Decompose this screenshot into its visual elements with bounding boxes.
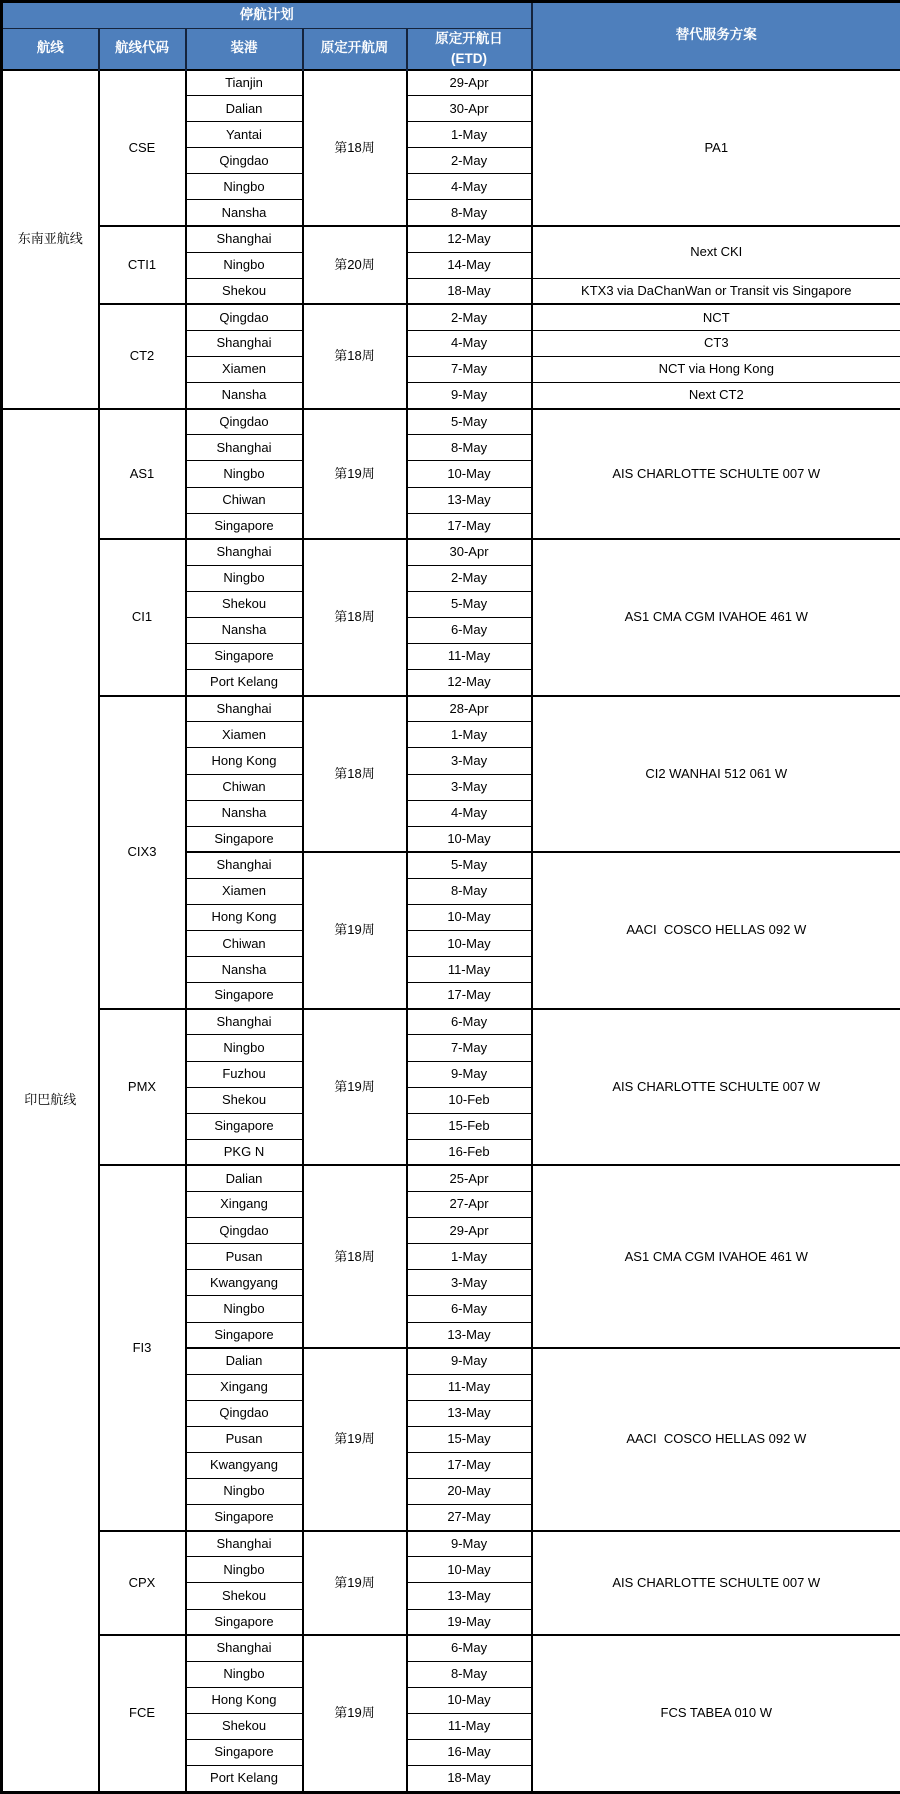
port-cell: Kwangyang [186,1270,303,1296]
schedule-row [2,226,900,252]
alt-service-cell: PA1 [532,70,900,227]
port-cell: Hong Kong [186,748,303,774]
port-cell: Singapore [186,513,303,539]
port-cell: Port Kelang [186,670,303,696]
port-cell: Chiwan [186,774,303,800]
etd-cell: 4-May [407,174,532,200]
week-cell: 第19周 [303,1348,407,1531]
port-cell: Pusan [186,1244,303,1270]
port-cell: Shekou [186,591,303,617]
schedule-row [2,1531,900,1557]
route-code-cell: AS1 [99,409,186,539]
alt-service-cell: NCT [532,304,900,330]
port-cell: Ningbo [186,174,303,200]
etd-cell: 13-May [407,1583,532,1609]
port-cell: Dalian [186,96,303,122]
port-cell: Shekou [186,1713,303,1739]
port-cell: Qingdao [186,304,303,330]
etd-cell: 11-May [407,957,532,983]
etd-cell: 12-May [407,226,532,252]
etd-cell: 9-May [407,383,532,409]
port-cell: Shekou [186,1583,303,1609]
etd-cell: 6-May [407,617,532,643]
port-cell: Qingdao [186,1218,303,1244]
port-cell: Fuzhou [186,1061,303,1087]
alt-service-cell: KTX3 via DaChanWan or Transit vis Singapore [532,278,900,304]
etd-cell: 6-May [407,1635,532,1661]
port-cell: Xiamen [186,878,303,904]
alt-service-cell: Next CKI [532,226,900,278]
week-cell: 第18周 [303,304,407,408]
alt-service-cell: FCS TABEA 010 W [532,1635,900,1792]
route-code-cell: CI1 [99,539,186,696]
etd-cell: 13-May [407,1322,532,1348]
etd-cell: 2-May [407,304,532,330]
port-cell: Dalian [186,1348,303,1374]
etd-cell: 2-May [407,148,532,174]
alt-service-cell: AS1 CMA CGM IVAHOE 461 W [532,1165,900,1348]
week-cell: 第19周 [303,1635,407,1792]
etd-cell: 27-Apr [407,1192,532,1218]
etd-cell: 10-May [407,826,532,852]
port-cell: Shekou [186,278,303,304]
port-cell: Shanghai [186,1531,303,1557]
port-cell: Ningbo [186,1479,303,1505]
port-cell: Shanghai [186,852,303,878]
port-cell: Shanghai [186,696,303,722]
etd-header-line1: 原定开航日 [435,31,503,47]
port-cell: Singapore [186,1505,303,1531]
port-cell: Shanghai [186,226,303,252]
etd-cell: 14-May [407,252,532,278]
etd-cell: 15-May [407,1426,532,1452]
alt-service-cell: CI2 WANHAI 512 061 W [532,696,900,853]
week-cell: 第18周 [303,70,407,227]
port-cell: Nansha [186,383,303,409]
port-cell: Chiwan [186,487,303,513]
port-cell: Ningbo [186,1035,303,1061]
week-cell: 第20周 [303,226,407,304]
port-cell: Shekou [186,1087,303,1113]
schedule-row [2,304,900,330]
port-cell: PKG N [186,1139,303,1165]
etd-cell: 8-May [407,435,532,461]
port-cell: Chiwan [186,931,303,957]
port-cell: Nansha [186,800,303,826]
etd-cell: 10-May [407,905,532,931]
port-cell: Qingdao [186,148,303,174]
week-cell: 第19周 [303,409,407,539]
port-cell: Ningbo [186,1557,303,1583]
port-cell: Shanghai [186,435,303,461]
etd-cell: 1-May [407,122,532,148]
port-cell: Singapore [186,826,303,852]
etd-cell: 2-May [407,565,532,591]
etd-cell: 18-May [407,278,532,304]
alt-service-cell: AACI COSCO HELLAS 092 W [532,1348,900,1531]
schedule-row [2,1165,900,1191]
etd-column-header [407,29,532,70]
etd-cell: 16-May [407,1740,532,1766]
etd-cell: 1-May [407,1244,532,1270]
port-cell: Ningbo [186,1661,303,1687]
port-cell: Port Kelang [186,1766,303,1793]
port-cell: Xiamen [186,722,303,748]
port-cell: Nansha [186,200,303,226]
route-code-cell: CTI1 [99,226,186,304]
port-cell: Ningbo [186,461,303,487]
port-cell: Ningbo [186,1296,303,1322]
etd-cell: 25-Apr [407,1165,532,1191]
etd-cell: 11-May [407,1374,532,1400]
etd-cell: 1-May [407,722,532,748]
etd-cell: 13-May [407,487,532,513]
schedule-row [2,70,900,96]
schedule-row [2,1635,900,1661]
etd-cell: 20-May [407,1479,532,1505]
etd-cell: 4-May [407,800,532,826]
table-header [2,2,900,70]
etd-header-line2: (ETD) [451,50,488,66]
etd-cell: 18-May [407,1766,532,1793]
schedule-row [2,696,900,722]
etd-cell: 5-May [407,409,532,435]
port-cell: Singapore [186,1740,303,1766]
etd-cell: 30-Apr [407,539,532,565]
schedule-row [2,409,900,435]
week-cell: 第18周 [303,1165,407,1348]
route-cell: 东南亚航线 [2,70,99,409]
alt-service-cell: Next CT2 [532,383,900,409]
port-cell: Shanghai [186,1009,303,1035]
port-cell: Hong Kong [186,905,303,931]
alt-service-cell: AS1 CMA CGM IVAHOE 461 W [532,539,900,696]
etd-cell: 5-May [407,852,532,878]
alt-service-cell: AIS CHARLOTTE SCHULTE 007 W [532,1531,900,1635]
port-cell: Xiamen [186,357,303,383]
etd-cell: 11-May [407,644,532,670]
alternative-service-header: 替代服务方案 [532,2,900,70]
port-cell: Tianjin [186,70,303,96]
route-code-cell: FI3 [99,1165,186,1530]
etd-cell: 8-May [407,878,532,904]
etd-cell: 7-May [407,357,532,383]
week-cell: 第19周 [303,852,407,1009]
route-cell: 印巴航线 [2,409,99,1793]
table-body [2,70,900,1793]
route-code-cell: PMX [99,1009,186,1166]
etd-cell: 3-May [407,1270,532,1296]
etd-cell: 28-Apr [407,696,532,722]
etd-cell: 17-May [407,983,532,1009]
etd-cell: 27-May [407,1505,532,1531]
etd-cell: 12-May [407,670,532,696]
port-cell: Nansha [186,617,303,643]
etd-cell: 3-May [407,774,532,800]
week-cell: 第19周 [303,1531,407,1635]
port-cell: Hong Kong [186,1687,303,1713]
etd-cell: 10-May [407,461,532,487]
port-cell: Ningbo [186,565,303,591]
week-column-header: 原定开航周 [303,29,407,70]
port-cell: Kwangyang [186,1452,303,1478]
port-cell: Ningbo [186,252,303,278]
route-code-cell: FCE [99,1635,186,1792]
suspension-plan-header: 停航计划 [2,2,532,29]
week-cell: 第18周 [303,696,407,853]
etd-cell: 10-May [407,1557,532,1583]
etd-cell: 8-May [407,1661,532,1687]
port-cell: Shanghai [186,539,303,565]
etd-cell: 5-May [407,591,532,617]
etd-cell: 17-May [407,513,532,539]
etd-cell: 7-May [407,1035,532,1061]
port-cell: Singapore [186,1113,303,1139]
port-cell: Singapore [186,983,303,1009]
etd-cell: 29-Apr [407,70,532,96]
alt-service-cell: CT3 [532,330,900,356]
route-code-cell: CIX3 [99,696,186,1009]
port-cell: Nansha [186,957,303,983]
port-cell: Dalian [186,1165,303,1191]
route-code-cell: CPX [99,1531,186,1635]
week-cell: 第18周 [303,539,407,696]
port-cell: Shanghai [186,330,303,356]
route-code-cell: CSE [99,70,186,227]
port-cell: Yantai [186,122,303,148]
port-cell: Singapore [186,644,303,670]
etd-cell: 10-May [407,931,532,957]
etd-cell: 4-May [407,330,532,356]
etd-cell: 10-May [407,1687,532,1713]
etd-cell: 15-Feb [407,1113,532,1139]
port-cell: Pusan [186,1426,303,1452]
etd-cell: 6-May [407,1009,532,1035]
route-code-cell: CT2 [99,304,186,408]
etd-cell: 16-Feb [407,1139,532,1165]
etd-cell: 11-May [407,1713,532,1739]
alt-service-cell: AIS CHARLOTTE SCHULTE 007 W [532,409,900,539]
etd-cell: 9-May [407,1348,532,1374]
schedule-row [2,539,900,565]
port-cell: Singapore [186,1609,303,1635]
alt-service-cell: AIS CHARLOTTE SCHULTE 007 W [532,1009,900,1166]
route-code-column-header: 航线代码 [99,29,186,70]
schedule-row [2,1009,900,1035]
week-cell: 第19周 [303,1009,407,1166]
port-cell: Xingang [186,1192,303,1218]
route-column-header: 航线 [2,29,99,70]
etd-cell: 30-Apr [407,96,532,122]
port-cell: Singapore [186,1322,303,1348]
etd-cell: 8-May [407,200,532,226]
etd-cell: 9-May [407,1531,532,1557]
port-cell: Qingdao [186,409,303,435]
port-cell: Qingdao [186,1400,303,1426]
port-cell: Shanghai [186,1635,303,1661]
etd-cell: 29-Apr [407,1218,532,1244]
etd-cell: 19-May [407,1609,532,1635]
port-cell: Xingang [186,1374,303,1400]
etd-cell: 17-May [407,1452,532,1478]
etd-cell: 13-May [407,1400,532,1426]
etd-cell: 9-May [407,1061,532,1087]
port-column-header: 装港 [186,29,303,70]
alt-service-cell: NCT via Hong Kong [532,357,900,383]
etd-cell: 10-Feb [407,1087,532,1113]
etd-cell: 3-May [407,748,532,774]
etd-cell: 6-May [407,1296,532,1322]
alt-service-cell: AACI COSCO HELLAS 092 W [532,852,900,1009]
header-row-merged [2,2,900,29]
